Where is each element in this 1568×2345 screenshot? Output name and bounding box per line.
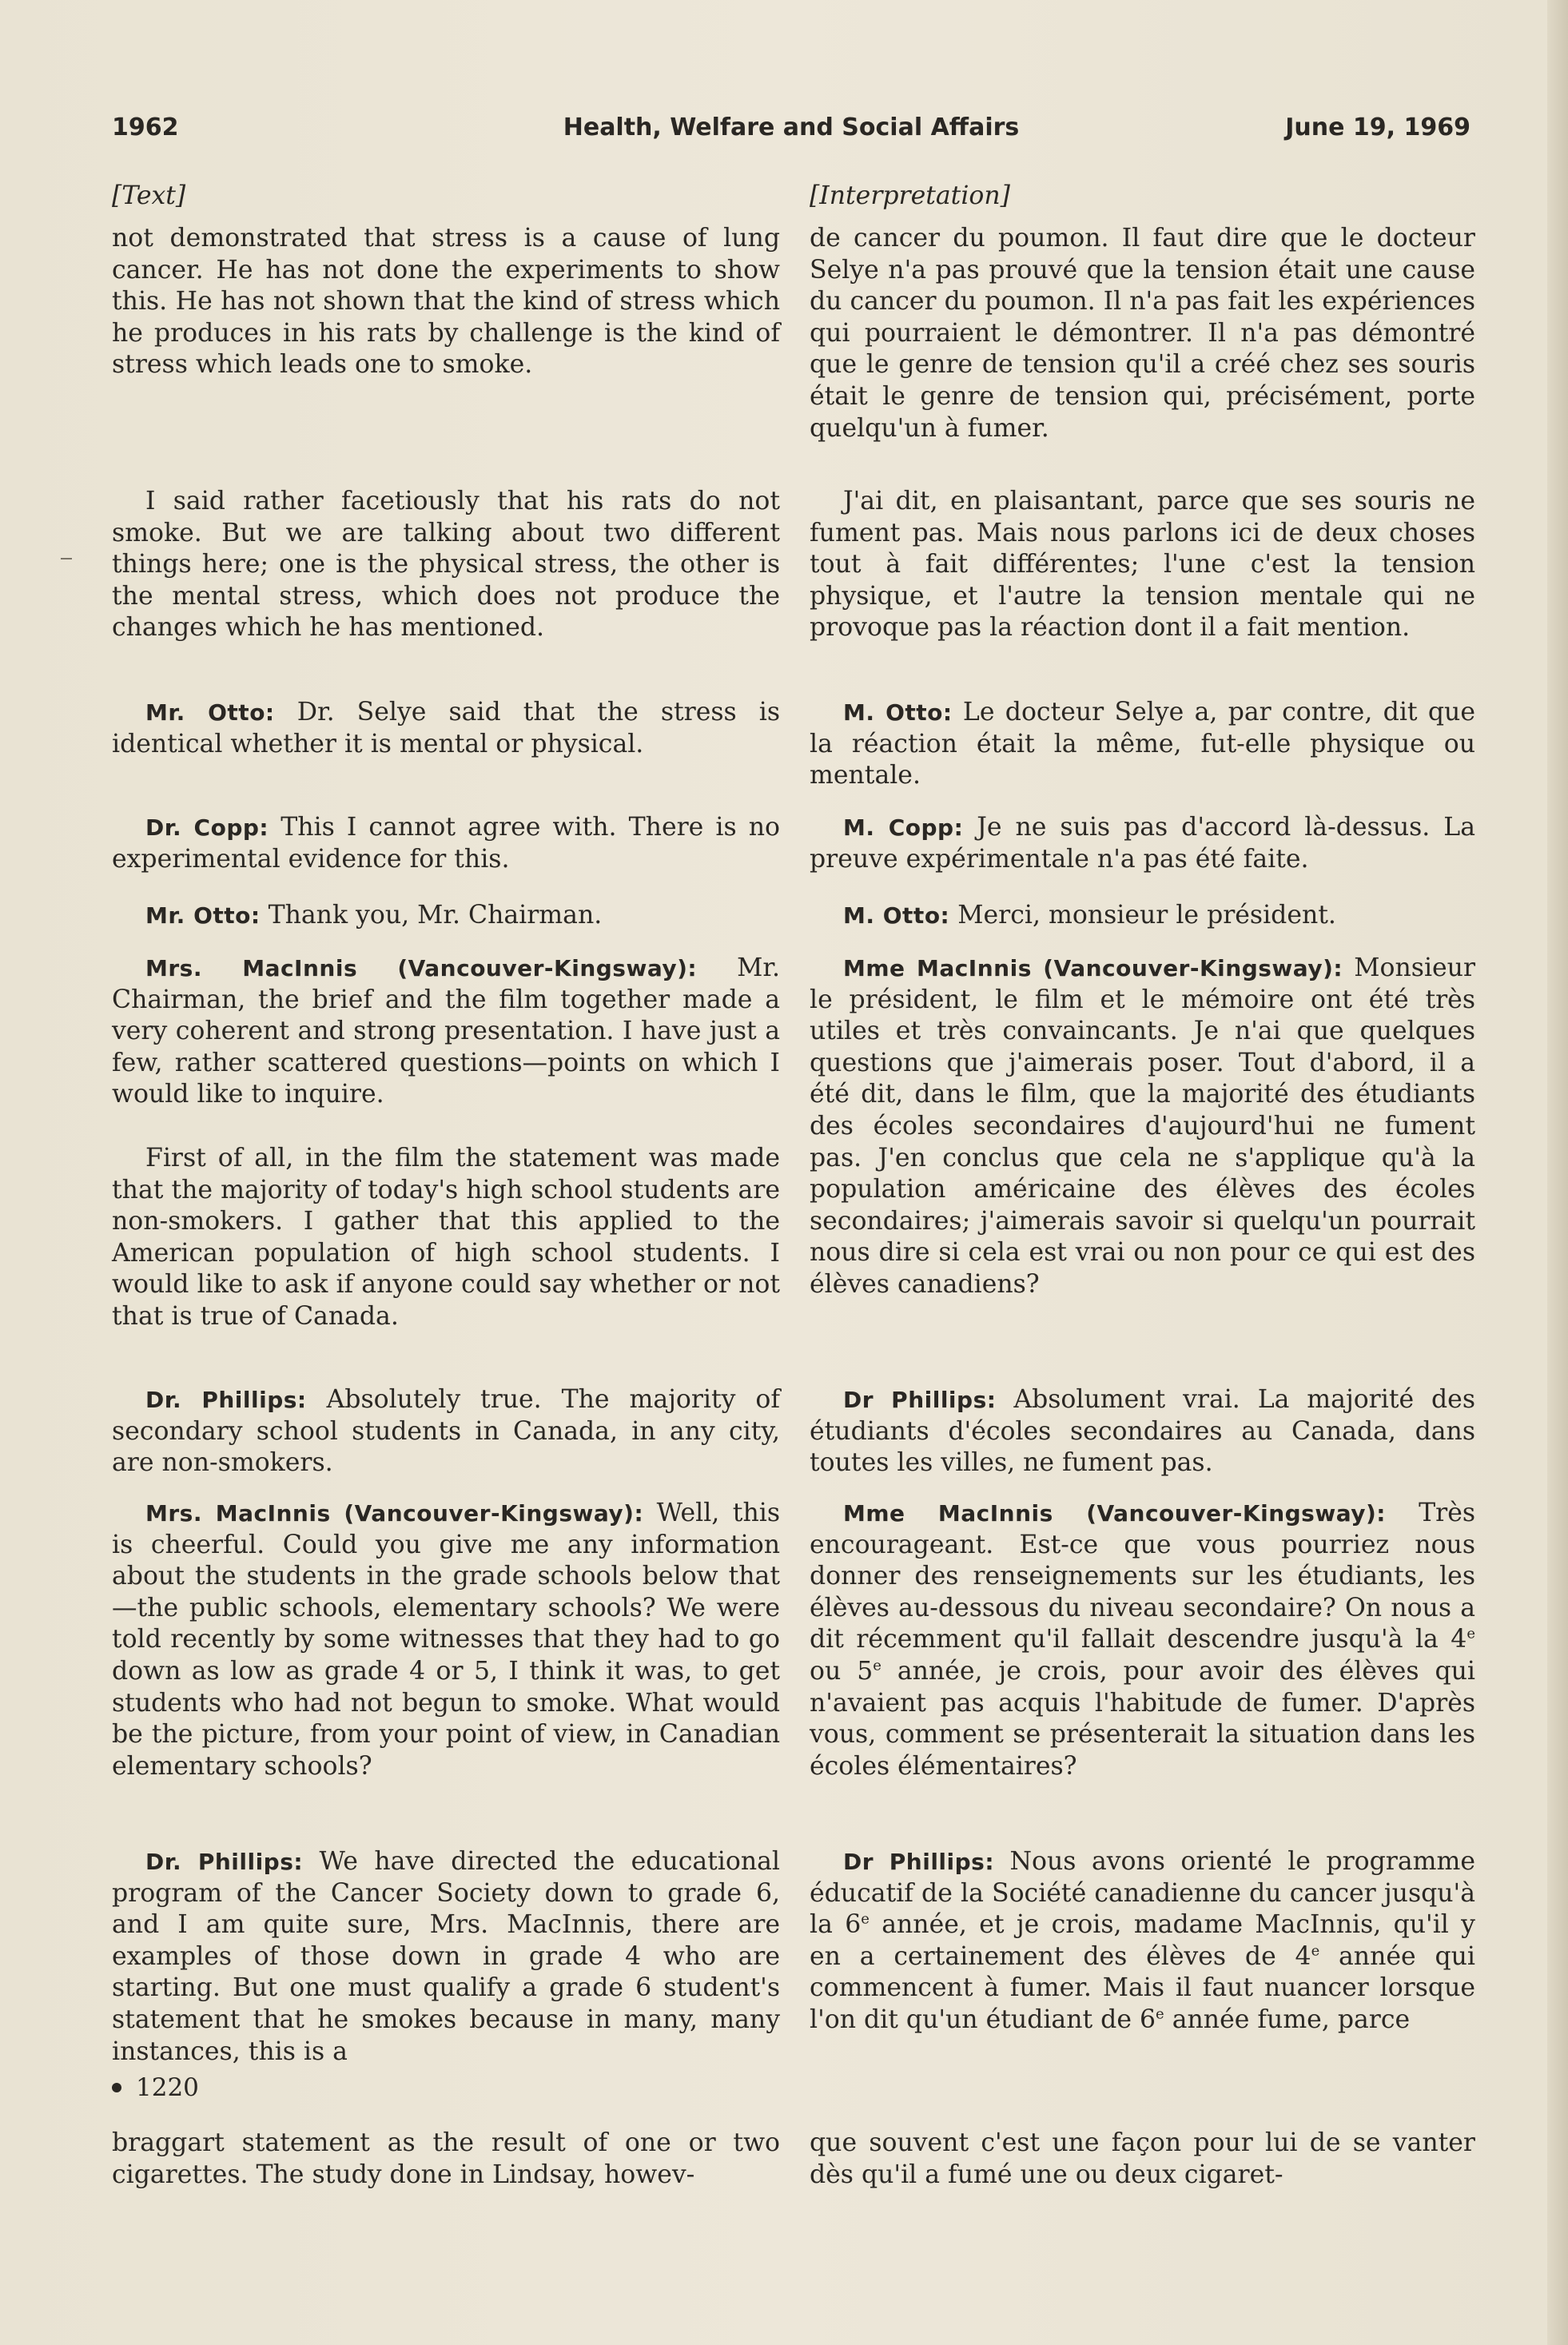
paragraph	[112, 900, 780, 932]
text-label: [Text]	[112, 181, 186, 210]
paragraph	[810, 697, 1475, 792]
speech-text: Dr. Selye said that the stress is identical whether it is mental or physical.	[112, 698, 780, 758]
paragraph	[112, 697, 780, 760]
superscript: e	[861, 1910, 870, 1928]
speech-text: Le docteur Selye a, par contre, dit que la réaction était la même, fut-elle physique ou mentale.	[810, 698, 1475, 790]
paragraph	[810, 953, 1475, 1301]
speaker-name: Dr Phillips:	[843, 1849, 995, 1875]
paragraph	[112, 1384, 780, 1479]
paragraph	[810, 1846, 1475, 2036]
superscript: e	[1467, 1625, 1475, 1642]
speech-text: Mr. Chairman, the brief and the film together made a very coherent and strong presentation. I have just a few, rather scattered questions—points on which I would like to inquire.	[112, 954, 780, 1109]
speech-text: Merci, monsieur le président.	[949, 901, 1336, 930]
speaker-name: Dr. Copp:	[145, 814, 269, 841]
speaker-name: Dr Phillips:	[843, 1387, 997, 1413]
paragraph: braggart statement as the result of one or two cigarettes. The study done in Lindsay, howev-	[112, 2128, 780, 2189]
speech-text: Je ne suis pas d'accord là-dessus. La preuve expérimentale n'a pas été faite.	[810, 813, 1475, 874]
speech-text: année, je crois, pour avoir des élèves qui n'avaient pas acquis l'habitude de fumer. D'après vous, comment se présenterait la situation dans les écoles élémentaires?	[810, 1656, 1475, 1781]
superscript: e	[1156, 2005, 1164, 2023]
time-marker-text: 1220	[136, 2073, 199, 2102]
time-marker	[112, 2073, 199, 2102]
paragraph: J'ai dit, en plaisantant, parce que ses souris ne fument pas. Mais nous parlons ici de deux choses tout à fait différentes; l'une c'est la tension physique, et l'autre la tension mentale qui ne provoque pas la réaction dont il a fait mention.	[810, 487, 1475, 643]
speech-text: Nous avons orienté le programme éducatif de la Société canadienne du cancer jusqu'à la 6	[810, 1847, 1475, 1940]
page-header	[112, 113, 1470, 153]
paragraph	[810, 1498, 1475, 1782]
speech-text: Absolutely true. The majority of secondary school students in Canada, in any city, are non-smokers.	[112, 1385, 780, 1478]
paragraph	[112, 953, 780, 1111]
paragraph: que souvent c'est une façon pour lui de se vanter dès qu'il a fumé une ou deux cigaret-	[810, 2128, 1475, 2189]
speaker-name: Mme MacInnis (Vancouver-Kingsway):	[843, 955, 1343, 981]
speaker-name: Mrs. MacInnis (Vancouver-Kingsway):	[145, 955, 698, 981]
interpretation-label: [Interpretation]	[810, 181, 1010, 210]
speech-text: année qui commencent à fumer. Mais il faut nuancer lorsque l'on dit qu'un étudiant de 6	[810, 1941, 1475, 2034]
page-title: Health, Welfare and Social Affairs	[563, 113, 1020, 141]
paragraph	[810, 900, 1475, 932]
paragraph	[810, 1384, 1475, 1479]
binding-edge	[1547, 0, 1568, 2345]
speech-text: année, et je crois, madame MacInnis, qu'il y en a certainement des élèves de 4	[810, 1910, 1475, 1971]
speech-text: Thank you, Mr. Chairman.	[260, 901, 603, 930]
speech-text: We have directed the educational program of the Cancer Society down to grade 6, and I am quite sure, Mrs. MacInnis, there are examples of those down in grade 4 who are starting. But one must qualify a grade 6 student's statement that he smokes because in many, many instances, this is a	[112, 1847, 780, 2066]
speaker-name: Mrs. MacInnis (Vancouver-Kingsway):	[145, 1500, 644, 1527]
speech-text: Absolument vrai. La majorité des étudiants d'écoles secondaires au Canada, dans toutes les villes, ne fument pas.	[810, 1385, 1475, 1478]
paragraph: First of all, in the film the statement was made that the majority of today's high school students are non-smokers. I gather that this applied to the American population of high school students. I would like to ask if anyone could say whether or not that is true of Canada.	[112, 1144, 780, 1331]
page-date: June 19, 1969	[1285, 113, 1470, 141]
speaker-name: Mr. Otto:	[145, 699, 275, 726]
paragraph: de cancer du poumon. Il faut dire que le docteur Selye n'a pas prouvé que la tension était une cause du cancer du poumon. Il n'a pas fait les expériences qui pourraient le démontrer. Il n'a pas démontré que le genre de tension qu'il a créé chez ses souris était le genre de tension qui, précisément, porte quelqu'un à fumer.	[810, 224, 1475, 443]
speaker-name: M. Otto:	[843, 902, 950, 929]
paragraph: not demonstrated that stress is a cause of lung cancer. He has not done the experiments to show this. He has not shown that the kind of stress which he produces in his rats by challenge is the kind of stress which leads one to smoke.	[112, 224, 780, 380]
page-number: 1962	[112, 113, 179, 141]
speech-text: Monsieur le président, le film et le mémoire ont été très utiles et très convaincants. Je n'ai que quelques questions que j'aimerais poser. Tout d'abord, il a été dit, dans le film, que la majorité des étudiants des écoles secondaires d'aujourd'hui ne fument pas. J'en conclus que cela ne s'applique qu'à la population américaine des élèves des écoles secondaires; j'aimerais savoir si quelqu'un pourrait nous dire si cela est vrai ou non pour ce qui est des élèves canadiens?	[810, 954, 1476, 1299]
speaker-name: Dr. Phillips:	[145, 1387, 307, 1413]
speech-text: This I cannot agree with. There is no experimental evidence for this.	[112, 813, 780, 874]
speaker-name: M. Otto:	[843, 699, 953, 726]
speech-text: Très encourageant. Est-ce que vous pourriez nous donner des renseignements sur les étudiants, les élèves au-dessous du niveau secondaire? On nous a dit récemment qu'il fallait descendre jusqu'à la 4	[810, 1499, 1476, 1654]
speech-text: ou 5	[810, 1656, 874, 1686]
paragraph	[810, 812, 1475, 875]
speaker-name: M. Copp:	[843, 814, 964, 841]
speaker-name: Dr. Phillips:	[145, 1849, 304, 1875]
speaker-name: Mme MacInnis (Vancouver-Kingsway):	[843, 1500, 1386, 1527]
speech-text: année fume, parce	[1164, 2005, 1411, 2034]
paragraph	[112, 812, 780, 875]
superscript: e	[873, 1657, 882, 1674]
paragraph: I said rather facetiously that his rats do not smoke. But we are talking about two different things here; one is the physical stress, the other is the mental stress, which does not produce the changes which he has mentioned.	[112, 487, 780, 643]
speaker-name: Mr. Otto:	[145, 902, 261, 929]
paragraph	[112, 1498, 780, 1782]
paragraph	[112, 1846, 780, 2068]
margin-mark	[61, 558, 72, 559]
superscript: e	[1311, 1942, 1320, 1960]
bullet-icon	[112, 2083, 121, 2092]
speech-text: Well, this is cheerful. Could you give me any information about the students in the grade schools below that—the public schools, elementary schools? We were told recently by some witnesses that they had to go down as low as grade 4 or 5, I think it was, to get students who had not begun to smoke. What would be the picture, from your point of view, in Canadian elementary schools?	[112, 1499, 780, 1781]
